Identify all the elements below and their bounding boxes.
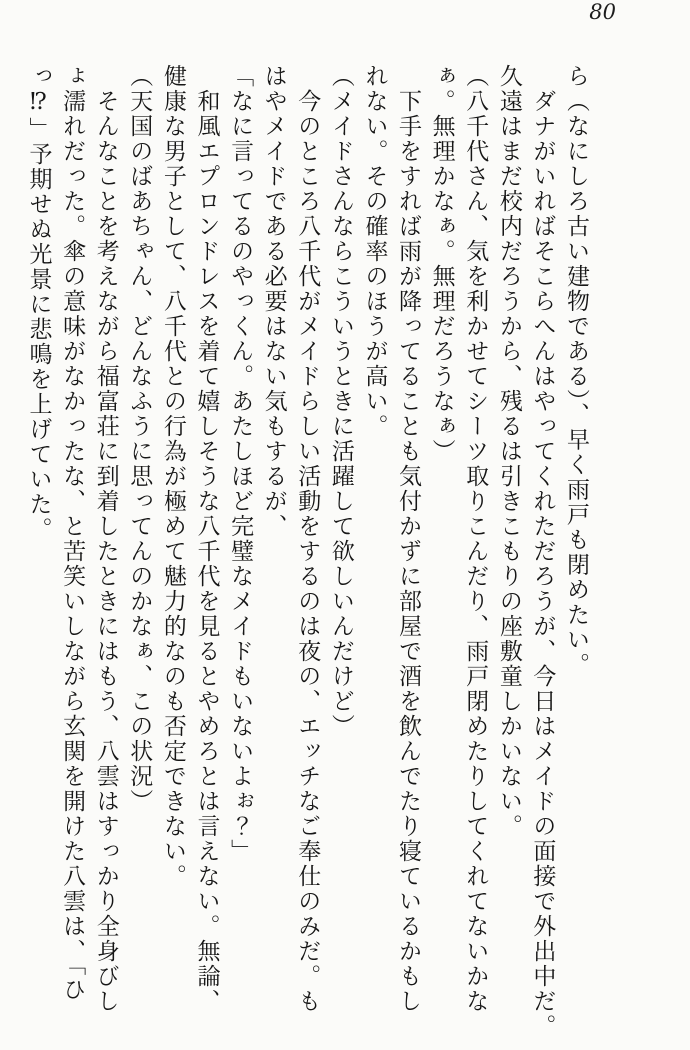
text-column: （天国のばあちゃん、どんなふうに思ってんのかなぁ、この状況）: [126, 64, 153, 814]
text-column: ダナがいればそこらへんはやってくれただろうが、今日はメイドの面接で外出中だ。: [529, 89, 556, 1039]
text-column: 今のところ八千代がメイドらしい活動をするのは夜の、エッチなご奉仕のみだ。も: [294, 89, 321, 1014]
text-column: そんなことを考えながら福富荘に到着したときにはもう、八雲はすっかり全身びし: [92, 89, 119, 1014]
text-column: ょ濡れだった。傘の意味がなかったな、と苦笑いしながら玄関を開けた八雲は、「ひ: [59, 64, 86, 1003]
text-column: 健康な男子として、八千代との行為が極めて魅力的なのも否定できない。: [159, 64, 186, 889]
text-column: 下手をすれば雨が降ってることも気付かずに部屋で酒を飲んでたり寝ているかもし: [395, 89, 422, 1014]
text-column: はやメイドである必要はない気もするが、: [260, 64, 287, 539]
text-column: れない。その確率のほうが高い。: [361, 64, 388, 439]
text-column: 和風エプロンドレスを着て嬉しそうな八千代を見るとやめろとは言えない。無論、: [193, 89, 220, 1014]
text-column: ら（なにしろ古い建物である）、早く雨戸も閉めたい。: [563, 64, 589, 678]
page-text: [21, 64, 592, 1042]
page-number: 80: [589, 0, 616, 24]
text-column: ぁ。無理かなぁ。無理だろうなぁ）: [428, 64, 455, 464]
text-column: 久遠はまだ校内だろうから、残るは引きこもりの座敷童しかいない。: [495, 64, 522, 839]
text-column: っ⁉」予期せぬ光景に悲鳴を上げていた。: [25, 64, 52, 542]
text-column: （メイドさんならこういうときに活躍して欲しいんだけど）: [327, 64, 354, 739]
text-column: 「なに言ってるのやっくん。あたしほど完璧なメイドもいないよぉ？」: [227, 64, 254, 864]
text-column: （八千代さん、気を利かせてシーツ取りこんだり、雨戸閉めたりしてくれてないかな: [462, 64, 489, 1014]
